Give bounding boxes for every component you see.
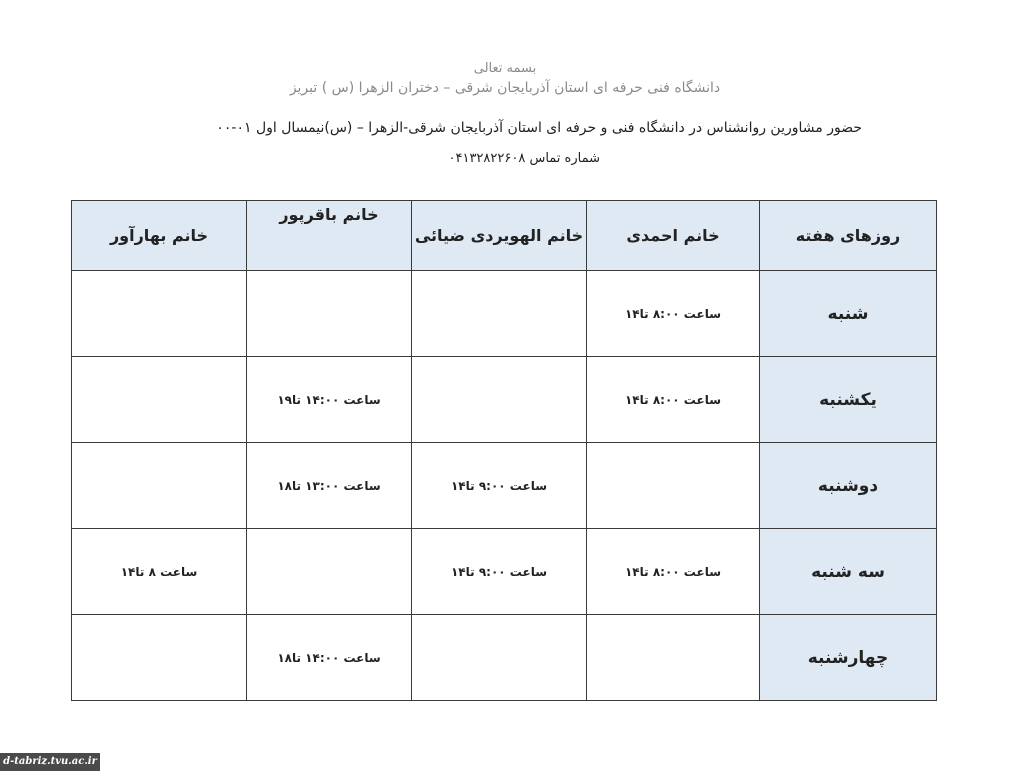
schedule-cell: ساعت ۹:۰۰ تا۱۴	[412, 443, 587, 529]
schedule-cell	[72, 357, 247, 443]
schedule-cell	[247, 271, 412, 357]
day-cell: دوشنبه	[760, 443, 937, 529]
schedule-cell	[412, 357, 587, 443]
day-cell: یکشنبه	[760, 357, 937, 443]
university-title: دانشگاه فنی حرفه ای استان آذربایجان شرقی – دختران الزهرا (س ) تبریز	[289, 80, 721, 96]
column-header-allahverdi: خانم الهویردی ضیائی	[412, 201, 587, 271]
schedule-cell: ساعت ۱۴:۰۰ تا۱۹	[247, 357, 412, 443]
table-row	[72, 357, 937, 443]
schedule-cell	[72, 615, 247, 701]
schedule-cell: ساعت ۹:۰۰ تا۱۴	[412, 529, 587, 615]
day-cell: شنبه	[760, 271, 937, 357]
table-row	[72, 443, 937, 529]
schedule-cell: ساعت ۱۴:۰۰ تا۱۸	[247, 615, 412, 701]
schedule-cell: ساعت ۸ تا۱۴	[72, 529, 247, 615]
day-cell: سه شنبه	[760, 529, 937, 615]
column-header-bagherpour: خانم باقرپور	[247, 201, 412, 271]
column-header-baharavar: خانم بهارآور	[72, 201, 247, 271]
table-row	[72, 529, 937, 615]
schedule-cell	[247, 529, 412, 615]
schedule-cell	[412, 615, 587, 701]
schedule-cell	[587, 615, 760, 701]
website-watermark: d-tabriz.tvu.ac.ir	[0, 753, 100, 771]
schedule-cell: ساعت ۸:۰۰ تا۱۴	[587, 529, 760, 615]
schedule-cell: ساعت ۱۳:۰۰ تا۱۸	[247, 443, 412, 529]
schedule-cell	[587, 443, 760, 529]
schedule-cell: ساعت ۸:۰۰ تا۱۴	[587, 357, 760, 443]
schedule-cell	[72, 271, 247, 357]
schedule-cell	[72, 443, 247, 529]
counselor-schedule-table	[71, 200, 937, 701]
table-row	[72, 271, 937, 357]
phone-number: شماره تماس ۰۴۱۳۲۸۲۲۶۰۸	[448, 151, 600, 166]
table-header-row	[72, 201, 937, 271]
basmala-heading: بسمه تعالی	[473, 61, 537, 76]
table-row	[72, 615, 937, 701]
intro-line: حضور مشاورین روانشناس در دانشگاه فنی و حرفه ای استان آذربایجان شرقی-الزهرا – (س)نیمسال اول ۰۱-۰۰	[216, 120, 862, 136]
schedule-cell	[412, 271, 587, 357]
column-header-days: روزهای هفته	[760, 201, 937, 271]
day-cell: چهارشنبه	[760, 615, 937, 701]
column-header-ahmadi: خانم احمدی	[587, 201, 760, 271]
schedule-cell: ساعت ۸:۰۰ تا۱۴	[587, 271, 760, 357]
